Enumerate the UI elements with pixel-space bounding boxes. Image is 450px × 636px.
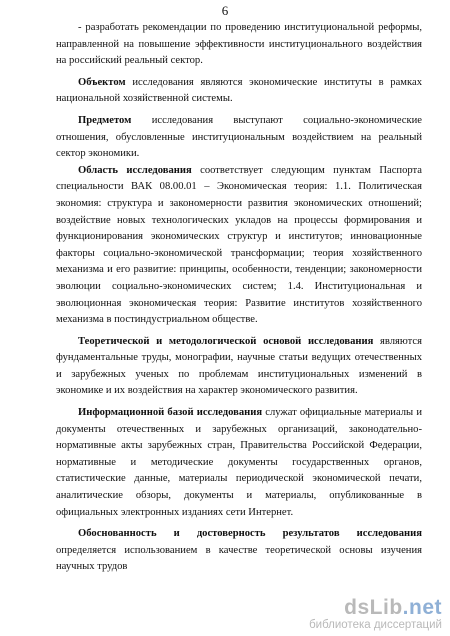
watermark-logo-main: dsLib — [344, 596, 403, 619]
paragraph-lead: Объектом — [78, 76, 126, 88]
paragraph-text: служат официальные материалы и документы отечественных и зарубежных организаций, законодательно-нормативные акты зарубежных стран, Правительства Российской Федерации, нормативные и методические документы государственных органов, статистические данные, материалы периодической экономической печати, аналитические обзоры, документы и материалы, опубликованные в официальных электронных изданиях сети Интернет. — [56, 407, 422, 518]
watermark-subtitle: библиотека диссертаций — [309, 619, 442, 631]
document-body — [56, 20, 422, 576]
paragraph-lead: Информационной базой исследования — [78, 407, 263, 419]
paragraph-validity — [56, 526, 422, 576]
paragraph-text: определяется использованием в качестве теоретической основы изучения научных трудов — [56, 544, 422, 573]
paragraph-text: являются фундаментальные труды, монографии, научные статьи ведущих отечественных и зарубежных ученых по проблемам институциональных изменений в экономике и их воздействия на характер экономического развития. — [56, 335, 422, 397]
paragraph-lead: Область исследования — [78, 164, 192, 176]
watermark-logo-tld: .net — [402, 596, 442, 619]
paragraph-text: соответствует следующим пунктам Паспорта специальности ВАК 08.00.01 – Экономическая теория: 1.1. Политическая экономия: структура и закономерности развития экономических отношений; воздействие новых технологических укладов на процессы формирования и функционирования экономических структур и институтов; инновационные факторы социально-экономической трансформации; теория хозяйственного механизма и его развитие: принципы, особенности, тенденции; закономерности эволюции социально-экономических систем; 1.4. Институциональная и эволюционная экономическая теория: Развитие институтов хозяйственного механизма в постиндустриальном обществе. — [56, 164, 422, 326]
paragraph-subject — [56, 113, 422, 163]
paragraph-research-area — [56, 163, 422, 329]
paragraph-text: исследования являются экономические институты в рамках национальной хозяйственной системы. — [56, 76, 422, 105]
paragraph-text: - разработать рекомендации по проведению институциональной реформы, направленной на повышение эффективности институционального воздействия на российский реальный сектор. — [56, 22, 422, 67]
paragraph-object — [56, 75, 422, 108]
paragraph-lead: Предметом — [78, 114, 132, 126]
watermark-logo — [309, 597, 442, 619]
paragraph-lead: Теоретической и методологической основой исследования — [78, 335, 374, 347]
paragraph-information-base — [56, 405, 422, 521]
paragraph-lead: Обоснованность и достоверность результатов исследования — [78, 528, 422, 540]
paragraph-goal-item — [56, 20, 422, 70]
paragraph-text: исследования выступают социально-экономические отношения, обусловленные институциональным воздействием на реальный сектор экономики. — [56, 114, 422, 160]
paragraph-methodology — [56, 334, 422, 400]
page-number: 6 — [221, 3, 229, 18]
site-watermark — [309, 597, 442, 632]
